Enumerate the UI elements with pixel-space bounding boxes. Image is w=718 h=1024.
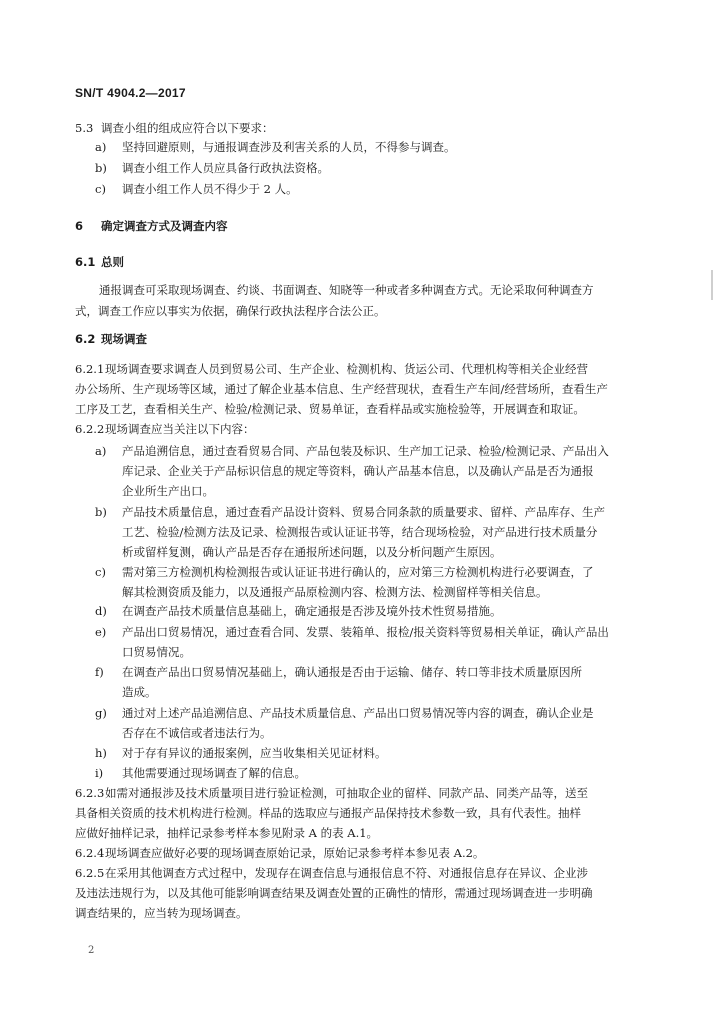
paragraph-line: 通报调查可采取现场调查、约谈、书面调查、知晓等一种或者多种调查方式。无论采取何种调查方 bbox=[99, 283, 594, 297]
clause-number: 6.2.5 bbox=[75, 866, 105, 880]
paragraph-line: 具备相关资质的技术机构进行检测。样品的选取应与通报产品保持技术参数一致，具有代表性。抽样 bbox=[75, 806, 581, 820]
clause-text: 现场调查应做好必要的现场调查原始记录，原始记录参考样本参见表 A.2。 bbox=[105, 846, 485, 860]
list-item-line: 否存在不诚信或者违法行为。 bbox=[122, 726, 272, 740]
list-item-line: 析或留样复测，确认产品是否存在通报所述问题，以及分析问题产生原因。 bbox=[122, 545, 502, 559]
list-item-line: 对于存有异议的通报案例，应当收集相关见证材料。 bbox=[122, 746, 387, 760]
list-marker: b) bbox=[95, 161, 107, 175]
scan-edge-mark bbox=[711, 270, 713, 300]
list-item-line: 在调查产品技术质量信息基础上，确定通报是否涉及境外技术性贸易措施。 bbox=[122, 604, 502, 618]
section-6-heading bbox=[75, 218, 228, 234]
list-item-line: 库记录、企业关于产品标识信息的规定等资料，确认产品基本信息，以及确认产品是否为通报 bbox=[122, 464, 594, 478]
list-marker: d) bbox=[95, 604, 107, 618]
paragraph-line: 及违法违规行为，以及其他可能影响调查结果及调查处置的正确性的情形，需通过现场调查进一步明确 bbox=[75, 886, 593, 900]
section-title: 确定调查方式及调查内容 bbox=[101, 219, 228, 233]
clause-6-2-5-line bbox=[75, 865, 588, 881]
clause-text: 如需对通报涉及技术质量项目进行验证检测，可抽取企业的留样、同款产品、同类产品等，送至 bbox=[105, 786, 588, 800]
clause-number: 6.2.2 bbox=[75, 422, 105, 436]
paragraph-line: 应做好抽样记录，抽样记录参考样本参见附录 A 的表 A.1。 bbox=[75, 826, 379, 840]
list-item: 调查小组工作人员不得少于 2 人。 bbox=[122, 182, 298, 196]
clause-text: 现场调查应当关注以下内容： bbox=[105, 422, 255, 436]
paragraph-line: 式，调查工作应以事实为依据，确保行政执法程序合法公正。 bbox=[75, 304, 386, 318]
list-marker: a) bbox=[95, 444, 107, 458]
section-title: 总则 bbox=[101, 255, 124, 269]
list-marker: c) bbox=[95, 565, 106, 579]
list-marker: h) bbox=[95, 746, 107, 760]
section-6-1-heading bbox=[75, 254, 124, 270]
clause-6-2-1-line bbox=[75, 361, 588, 377]
clause-5-3 bbox=[75, 120, 274, 136]
list-marker: f) bbox=[95, 665, 104, 679]
clause-text: 现场调查要求调查人员到贸易公司、生产企业、检测机构、货运公司、代理机构等相关企业经营 bbox=[105, 362, 588, 376]
clause-text: 在采用其他调查方式过程中，发现存在调查信息与通报信息不符、对通报信息存在异议、企业涉 bbox=[105, 866, 588, 880]
section-number: 6 bbox=[75, 219, 84, 233]
list-item-line: 产品出口贸易情况，通过查看合同、发票、装箱单、报检/报关资料等贸易相关单证，确认产品出 bbox=[122, 625, 609, 639]
clause-number: 5.3 bbox=[75, 121, 94, 135]
clause-6-2-4-line bbox=[75, 845, 484, 861]
clause-6-2-3-line bbox=[75, 785, 588, 801]
list-marker: i) bbox=[95, 766, 104, 780]
standard-code: SN/T 4904.2—2017 bbox=[75, 86, 186, 100]
list-item-line: 其他需要通过现场调查了解的信息。 bbox=[122, 766, 306, 780]
clause-number: 6.2.3 bbox=[75, 786, 105, 800]
clause-number: 6.2.4 bbox=[75, 846, 105, 860]
paragraph-line: 工序及工艺，查看相关生产、检验/检测记录、贸易单证，查看样品或实施检验等，开展调查和取证。 bbox=[75, 402, 585, 416]
section-title: 现场调查 bbox=[101, 332, 147, 346]
section-6-2-heading bbox=[75, 331, 147, 347]
list-item-line: 造成。 bbox=[122, 685, 157, 699]
list-item-line: 在调查产品出口贸易情况基础上，确认通报是否由于运输、储存、转口等非技术质量原因所 bbox=[122, 665, 582, 679]
list-item-line: 产品技术质量信息，通过查看产品设计资料、贸易合同条款的质量要求、留样、产品库存、生产 bbox=[122, 505, 605, 519]
list-item: 坚持回避原则，与通报调查涉及利害关系的人员，不得参与调查。 bbox=[122, 140, 456, 154]
list-marker: b) bbox=[95, 505, 107, 519]
section-number: 6.2 bbox=[75, 332, 96, 346]
paragraph-line: 办公场所、生产现场等区域，通过了解企业基本信息、生产经营现状，查看生产车间/经营场所，查看生产 bbox=[75, 382, 608, 396]
clause-number: 6.2.1 bbox=[75, 362, 105, 376]
paragraph-line: 调查结果的，应当转为现场调查。 bbox=[75, 906, 248, 920]
clause-6-2-2-line bbox=[75, 421, 255, 437]
list-item-line: 产品追溯信息，通过查看贸易合同、产品包装及标识、生产加工记录、检验/检测记录、产品出入 bbox=[122, 444, 609, 458]
list-item-line: 通过对上述产品追溯信息、产品技术质量信息、产品出口贸易情况等内容的调查，确认企业是 bbox=[122, 706, 594, 720]
list-item-line: 口贸易情况。 bbox=[122, 645, 191, 659]
list-item-line: 工艺、检验/检测方法及记录、检测报告或认证证书等，结合现场检验，对产品进行技术质量分 bbox=[122, 525, 598, 539]
list-marker: g) bbox=[95, 706, 107, 720]
list-item-line: 企业所生产出口。 bbox=[122, 484, 214, 498]
clause-text: 调查小组的组成应符合以下要求： bbox=[101, 121, 274, 135]
list-item-line: 需对第三方检测机构检测报告或认证证书进行确认的，应对第三方检测机构进行必要调查，了 bbox=[122, 565, 594, 579]
section-number: 6.1 bbox=[75, 255, 96, 269]
page-number: 2 bbox=[88, 945, 95, 956]
list-item: 调查小组工作人员应具备行政执法资格。 bbox=[122, 161, 329, 175]
list-marker: c) bbox=[95, 182, 106, 196]
list-marker: a) bbox=[95, 140, 107, 154]
list-marker: e) bbox=[95, 625, 107, 639]
list-item-line: 解其检测资质及能力，以及通报产品原检测内容、检测方法、检测留样等相关信息。 bbox=[122, 585, 548, 599]
